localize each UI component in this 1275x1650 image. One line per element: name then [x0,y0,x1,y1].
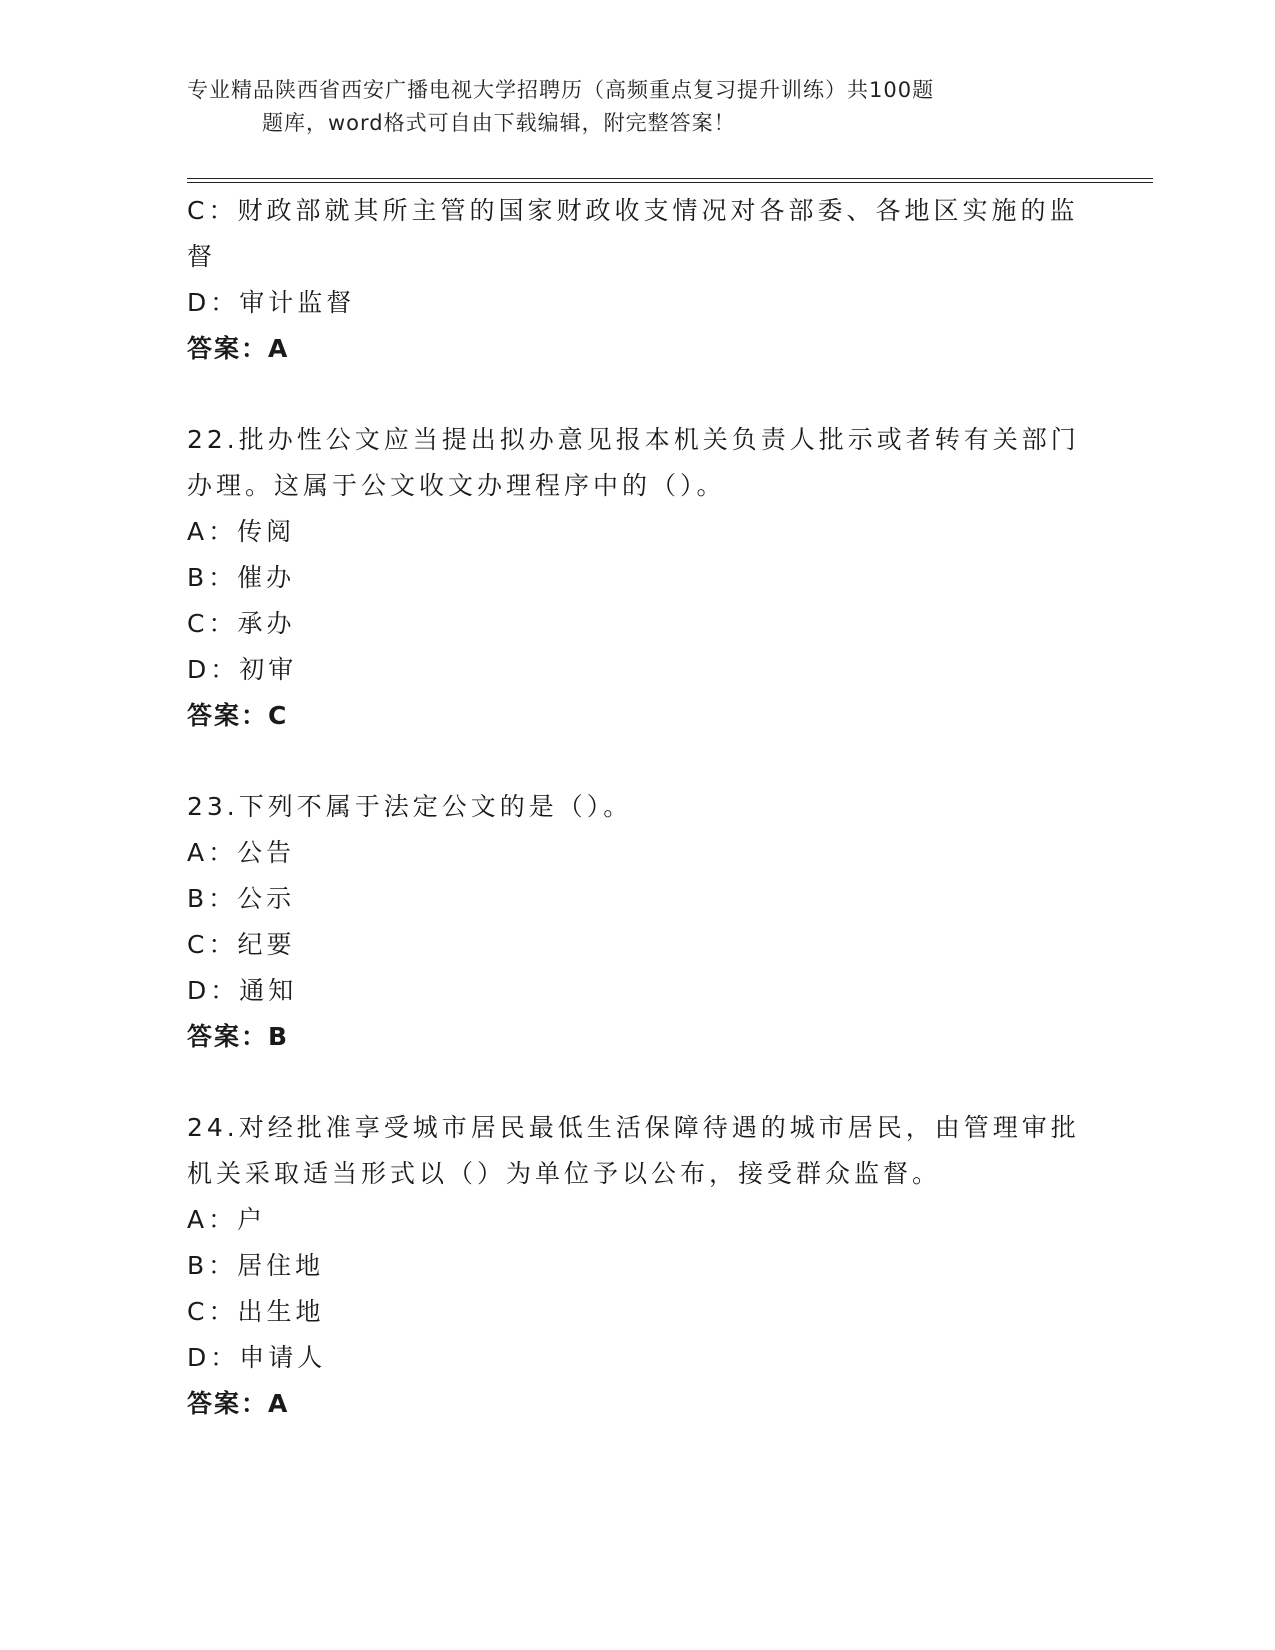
option-d: D：初审 [187,655,298,684]
question-stem: 24.对经批准享受城市居民最低生活保障待遇的城市居民，由管理审批 [187,1113,1080,1142]
option-c: C：纪要 [187,930,296,959]
option-b: B：公示 [187,884,296,913]
option-d: D：申请人 [187,1343,327,1372]
question-stem: 23.下列不属于法定公文的是（）。 [187,792,633,821]
question-24 [187,1105,1080,1427]
option-c: C：财政部就其所主管的国家财政收支情况对各部委、各地区实施的监 [187,196,1079,225]
answer: 答案：C [187,701,289,730]
option-a: A：传阅 [187,517,296,546]
spacer [187,372,1067,417]
header-divider-top [187,178,1153,179]
option-c: C：出生地 [187,1297,325,1326]
option-d: D：审计监督 [187,288,356,317]
option-d: D：通知 [187,976,298,1005]
question-21-tail [187,188,1079,372]
question-stem-continued: 办理。这属于公文收文办理程序中的（）。 [187,471,726,500]
spacer [187,739,1067,784]
document-header [187,74,1067,140]
header-divider-bottom [187,182,1153,183]
question-stem: 22.批办性公文应当提出拟办意见报本机关负责人批示或者转有关部门 [187,425,1080,454]
option-b: B：催办 [187,563,296,592]
question-list [187,188,1080,1427]
spacer [187,1060,1067,1105]
header-title-line-1: 专业精品陕西省西安广播电视大学招聘历（高频重点复习提升训练）共100题 [187,78,935,102]
answer: 答案：A [187,334,290,363]
header-title-line-2: 题库，word格式可自由下载编辑，附完整答案！ [262,111,736,135]
option-c: C：承办 [187,609,296,638]
question-stem-continued: 机关采取适当形式以（）为单位予以公布，接受群众监督。 [187,1159,942,1188]
option-b: B：居住地 [187,1251,325,1280]
option-c-continued: 督 [187,242,217,271]
question-23 [187,784,1067,1060]
question-22 [187,417,1080,739]
answer: 答案：A [187,1389,290,1418]
option-a: A：户 [187,1205,267,1234]
option-a: A：公告 [187,838,296,867]
answer: 答案：B [187,1022,290,1051]
